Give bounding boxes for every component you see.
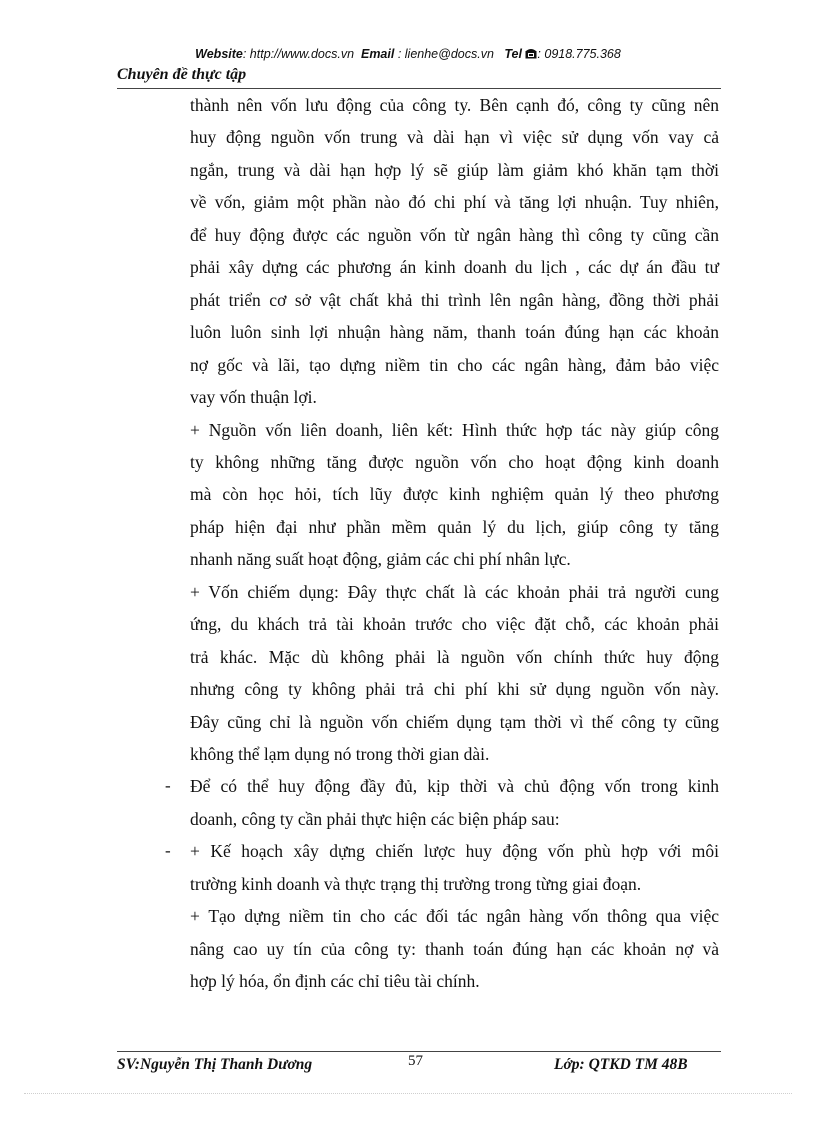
text-line: ngắn, trung và dài hạn hợp lý sẽ giúp làm giảm khó khăn tạm thời [190, 160, 719, 180]
text-line: nhưng công ty không phải trả chi phí khi sử dụng nguồn vốn này. [190, 679, 719, 699]
website-header [0, 47, 816, 61]
text-line: thành nên vốn lưu động của công ty. Bên cạnh đó, công ty cũng nên [190, 95, 719, 115]
text-line: Đây cũng chỉ là nguồn vốn chiếm dụng tạm thời vì thế công ty cũng [190, 712, 719, 732]
text-line: về vốn, giảm một phần nào đó chi phí và tăng lợi nhuận. Tuy nhiên, [190, 192, 719, 212]
text-line: hợp lý hóa, ổn định các chỉ tiêu tài chính. [190, 971, 480, 991]
page-number: 57 [408, 1053, 423, 1069]
text-line: nợ gốc và lãi, tạo dựng niềm tin cho các ngân hàng, đảm bảo việc [190, 355, 719, 375]
footer-divider [117, 1051, 721, 1052]
text-line: để huy động được các nguồn vốn từ ngân hàng thì công ty cũng cần [190, 225, 719, 245]
text-line: không thể lạm dụng nó trong thời gian dài. [190, 744, 490, 764]
page-bottom-border [24, 1093, 792, 1094]
text-line: huy động nguồn vốn trung và dài hạn vì việc sử dụng vốn vay cả [190, 127, 719, 147]
text-line: mà còn học hỏi, tích lũy được kinh nghiệm quản lý theo phương [190, 484, 719, 504]
text-line: trường kinh doanh và thực trạng thị trường trong từng giai đoạn. [190, 874, 642, 894]
text-line: Để có thể huy động đầy đủ, kịp thời và chủ động vốn trong kinh [190, 776, 719, 796]
header-divider [117, 88, 721, 89]
text-line: luôn luôn sinh lợi nhuận hàng năm, thanh toán đúng hạn các khoản [190, 322, 719, 342]
text-line: phải xây dựng các phương án kinh doanh du lịch , các dự án đầu tư [190, 257, 719, 277]
email-address[interactable]: : lienhe@docs.vn [397, 47, 494, 61]
text-line: ty không những tăng được nguồn vốn cho hoạt động kinh doanh [190, 452, 719, 472]
student-name: SV:Nguyễn Thị Thanh Dương [117, 1056, 313, 1073]
text-line: nâng cao uy tín của công ty: thanh toán đúng hạn các khoản nợ và [190, 939, 719, 959]
text-line: ứng, du khách trả tài khoản trước cho việc đặt chỗ, các khoản phải [190, 614, 719, 634]
list-bullet: - [165, 776, 171, 795]
text-line: + Kế hoạch xây dựng chiến lược huy động vốn phù hợp với môi [190, 841, 719, 861]
text-line: + Vốn chiếm dụng: Đây thực chất là các khoản phải trả người cung [190, 582, 719, 602]
website-url[interactable]: : http://www.docs.vn [242, 47, 355, 61]
text-line: + Nguồn vốn liên doanh, liên kết: Hình thức hợp tác này giúp công [190, 420, 719, 440]
text-line: pháp hiện đại như phần mềm quản lý du lịch, giúp công ty tăng [190, 517, 719, 537]
tel-label: Tel [504, 47, 522, 61]
class-label: Lớp: QTKD TM 48B [554, 1056, 688, 1073]
phone-icon [525, 48, 537, 59]
website-label: Website [195, 47, 243, 61]
document-title: Chuyên đề thực tập [117, 66, 247, 83]
text-line: trả khác. Mặc dù không phải là nguồn vốn chính thức huy động [190, 647, 719, 667]
email-label: Email [360, 47, 395, 61]
text-line: + Tạo dựng niềm tin cho các đối tác ngân hàng vốn thông qua việc [190, 906, 719, 926]
text-line: nhanh năng suất hoạt động, giảm các chi phí nhân lực. [190, 549, 571, 569]
text-line: phát triển cơ sở vật chất khả thi trình lên ngân hàng, đồng thời phải [190, 290, 719, 310]
tel-number: : 0918.775.368 [537, 47, 621, 61]
list-bullet: - [165, 841, 171, 860]
text-line: vay vốn thuận lợi. [190, 387, 317, 407]
text-line: doanh, công ty cần phải thực hiện các biện pháp sau: [190, 809, 560, 829]
